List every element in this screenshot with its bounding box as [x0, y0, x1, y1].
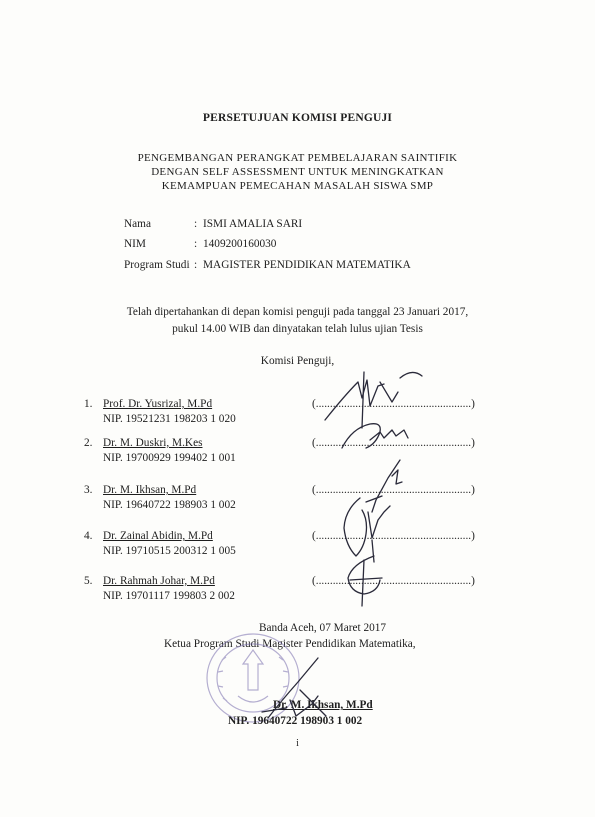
- thesis-title-line-2: DENGAN SELF ASSESSMENT UNTUK MENINGKATKAN: [151, 166, 444, 178]
- examiner-nip: NIP. 19700929 199402 1 001: [103, 452, 236, 464]
- examiner-number: 3.: [84, 484, 93, 496]
- place-date: Banda Aceh, 07 Maret 2017: [259, 622, 387, 634]
- identity-label-nim: NIM: [124, 238, 146, 250]
- identity-label-name: Nama: [124, 218, 151, 230]
- head-name: Dr. M. Ikhsan, M.Pd: [273, 699, 373, 711]
- examiner-name: Dr. M. Ikhsan, M.Pd: [103, 484, 197, 496]
- examiner-number: 1.: [84, 398, 93, 410]
- examiner-number: 5.: [84, 575, 93, 587]
- page-number: i: [296, 738, 299, 749]
- identity-sep-name: :: [194, 218, 198, 230]
- examiner-number: 2.: [84, 437, 93, 449]
- identity-label-program: Program Studi: [124, 259, 190, 271]
- signature-line: (.......................................................): [312, 575, 475, 587]
- statement-line-2: pukul 14.00 WIB dan dinyatakan telah lulus ujian Tesis: [172, 323, 423, 335]
- identity-sep-program: :: [194, 259, 198, 271]
- signature-5: [348, 556, 382, 606]
- signature-1: [325, 372, 422, 428]
- thesis-title-line-3: KEMAMPUAN PEMECAHAN MASALAH SISWA SMP: [161, 180, 434, 192]
- examiner-number: 4.: [84, 530, 93, 542]
- identity-sep-nim: :: [194, 238, 198, 250]
- examiner-nip: NIP. 19701117 199803 2 002: [103, 590, 235, 602]
- thesis-title-line-1: PENGEMBANGAN PERANGKAT PEMBELAJARAN SAINTIFIK: [137, 152, 458, 164]
- examiner-name: Dr. Zainal Abidin, M.Pd: [103, 530, 213, 542]
- head-signature: [262, 658, 326, 718]
- signature-line: (.......................................................): [312, 398, 475, 410]
- committee-heading: Komisi Penguji,: [260, 355, 335, 367]
- head-title: Ketua Program Studi Magister Pendidikan Matematika,: [164, 638, 416, 650]
- examiner-nip: NIP. 19710515 200312 1 005: [103, 545, 236, 557]
- examiner-name: Dr. M. Duskri, M.Kes: [103, 437, 203, 449]
- identity-value-program: MAGISTER PENDIDIKAN MATEMATIKA: [203, 259, 411, 271]
- signature-line: (.......................................................): [312, 484, 475, 496]
- identity-value-name: ISMI AMALIA SARI: [203, 218, 303, 230]
- signature-2: [342, 424, 408, 448]
- signature-line: (.......................................................): [312, 530, 475, 542]
- examiner-name: Dr. Rahmah Johar, M.Pd: [103, 575, 215, 587]
- examiner-nip: NIP. 19640722 198903 1 002: [103, 499, 236, 511]
- identity-value-nim: 1409200160030: [203, 238, 277, 250]
- examiner-name: Prof. Dr. Yusrizal, M.Pd: [103, 398, 213, 410]
- signature-4: [344, 498, 390, 562]
- page-heading: PERSETUJUAN KOMISI PENGUJI: [202, 112, 393, 124]
- statement-line-1: Telah dipertahankan di depan komisi penguji pada tanggal 23 Januari 2017,: [126, 306, 469, 318]
- examiner-nip: NIP. 19521231 198203 1 020: [103, 413, 236, 425]
- head-nip: NIP. 19640722 198903 1 002: [228, 715, 363, 727]
- signature-3: [366, 460, 402, 512]
- signature-line: (.......................................................): [312, 437, 475, 449]
